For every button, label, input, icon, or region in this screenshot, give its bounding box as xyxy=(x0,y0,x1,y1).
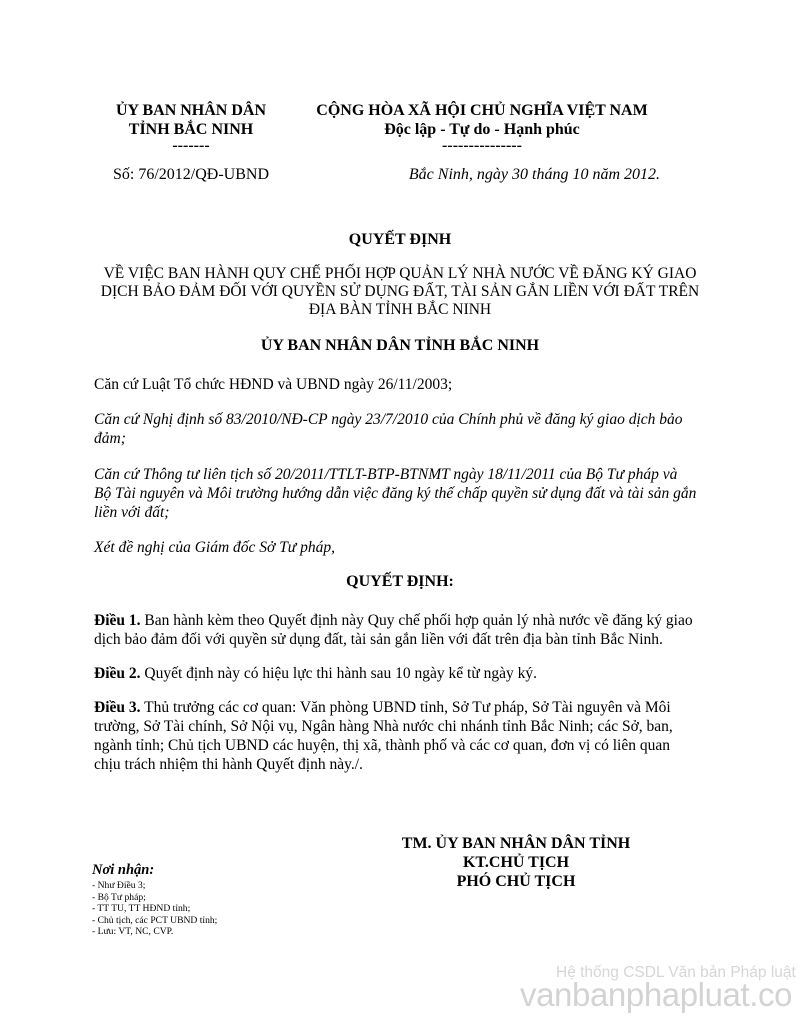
text-line xyxy=(94,611,706,630)
signature-block xyxy=(366,834,666,891)
issuer-divider: ------- xyxy=(172,137,210,154)
subject-line: ĐỊA BÀN TỈNH BẮC NINH xyxy=(308,301,492,318)
proposal-note: Xét đề nghị của Giám đốc Sở Tư pháp, xyxy=(94,539,336,556)
text-line: dịch bảo đảm đối với quyền sử dụng đất, tài sản gắn liền với đất trên địa bàn tỉnh Bắc Ninh. xyxy=(94,631,663,648)
article-2 xyxy=(94,664,706,683)
text-line: Bộ Tài nguyên và Môi trường hướng dẫn việc đăng ký thế chấp quyền sử dụng đất và tài sản gắn xyxy=(94,485,697,502)
signature-line1: TM. ỦY BAN NHÂN DÂN TỈNH xyxy=(401,835,631,852)
signature-line2: KT.CHỦ TỊCH xyxy=(462,854,570,871)
article-3-label: Điều 3. xyxy=(94,699,141,716)
issue-date: Bắc Ninh, ngày 30 tháng 10 năm 2012. xyxy=(408,166,660,183)
legal-basis-1: Căn cứ Luật Tổ chức HĐND và UBND ngày 26/11/2003; xyxy=(94,376,453,393)
text-line: liền với đất; xyxy=(94,504,170,521)
article-2-text: Quyết định này có hiệu lực thi hành sau 10 ngày kể từ ngày ký. xyxy=(140,665,537,682)
watermark-line1: Hệ thống CSDL Văn bản Pháp luật xyxy=(556,964,796,981)
article-1-label: Điều 1. xyxy=(94,612,141,629)
recipient-item: - Như Điều 3; xyxy=(92,880,146,891)
text-line: đảm; xyxy=(94,430,126,447)
issuing-authority: ỦY BAN NHÂN DÂN TỈNH BẮC NINH xyxy=(260,337,540,354)
article-1-text: Ban hành kèm theo Quyết định này Quy chế phối hợp quản lý nhà nước về đăng ký giao xyxy=(140,612,693,629)
subject-line: VỀ VIỆC BAN HÀNH QUY CHẾ PHỐI HỢP QUẢN LÝ NHÀ NƯỚC VỀ ĐĂNG KÝ GIAO xyxy=(103,265,697,282)
recipient-item: - Bộ Tư pháp; xyxy=(92,891,146,903)
signature-line3: PHÓ CHỦ TỊCH xyxy=(456,873,576,890)
text-line: trường, Sở Tài chính, Sở Nội vụ, Ngân hàng Nhà nước chi nhánh tỉnh Bắc Ninh; các Sở, ban, xyxy=(94,718,673,735)
national-motto: Độc lập - Tự do - Hạnh phúc xyxy=(384,121,580,138)
decision-heading: QUYẾT ĐỊNH: xyxy=(346,573,454,590)
document-title: QUYẾT ĐỊNH xyxy=(348,231,452,248)
legal-basis-3 xyxy=(94,465,706,522)
legal-basis-2 xyxy=(94,410,706,448)
recipients-block xyxy=(92,862,342,938)
national-motto-block xyxy=(310,101,654,153)
article-2-label: Điều 2. xyxy=(94,665,141,682)
document-subject xyxy=(84,265,716,319)
article-3-text: Thủ trưởng các cơ quan: Văn phòng UBND tỉnh, Sở Tư pháp, Sở Tài nguyên và Môi xyxy=(140,699,671,716)
article-1 xyxy=(94,611,706,649)
issuer-block xyxy=(92,101,290,153)
text-line: ngành tỉnh; Chủ tịch UBND các huyện, thị xã, thành phố và các cơ quan, đơn vị có liên quan xyxy=(94,737,670,754)
recipient-item: - TT TU, TT HĐND tỉnh; xyxy=(92,903,191,915)
issuer-line2: TỈNH BẮC NINH xyxy=(128,121,254,138)
article-3 xyxy=(94,698,706,774)
text-line: chịu trách nhiệm thi hành Quyết định này./. xyxy=(94,756,363,773)
text-line: Căn cứ Thông tư liên tịch số 20/2011/TTLT-BTP-BTNMT ngày 18/11/2011 của Bộ Tư pháp và xyxy=(94,466,678,483)
national-title: CỘNG HÒA XÃ HỘI CHỦ NGHĨA VIỆT NAM xyxy=(316,102,648,119)
watermark-line2: vanbanphapluat.co xyxy=(520,976,793,1013)
recipients-list xyxy=(92,880,342,938)
recipient-item: - Lưu: VT, NC, CVP. xyxy=(92,926,174,938)
issuer-line1: ỦY BAN NHÂN DÂN xyxy=(115,102,267,119)
text-line xyxy=(94,698,706,717)
subject-line: DỊCH BẢO ĐẢM ĐỐI VỚI QUYỀN SỬ DỤNG ĐẤT, TÀI SẢN GẮN LIỀN VỚI ĐẤT TRÊN xyxy=(100,283,700,300)
document-number: Số: 76/2012/QĐ-UBND xyxy=(112,166,269,183)
recipients-heading: Nơi nhận: xyxy=(92,862,155,878)
recipient-item: - Chủ tịch, các PCT UBND tỉnh; xyxy=(92,914,218,926)
motto-divider: --------------- xyxy=(442,137,522,154)
text-line: Căn cứ Nghị định số 83/2010/NĐ-CP ngày 23/7/2010 của Chính phủ về đăng ký giao dịch bảo xyxy=(94,411,683,428)
